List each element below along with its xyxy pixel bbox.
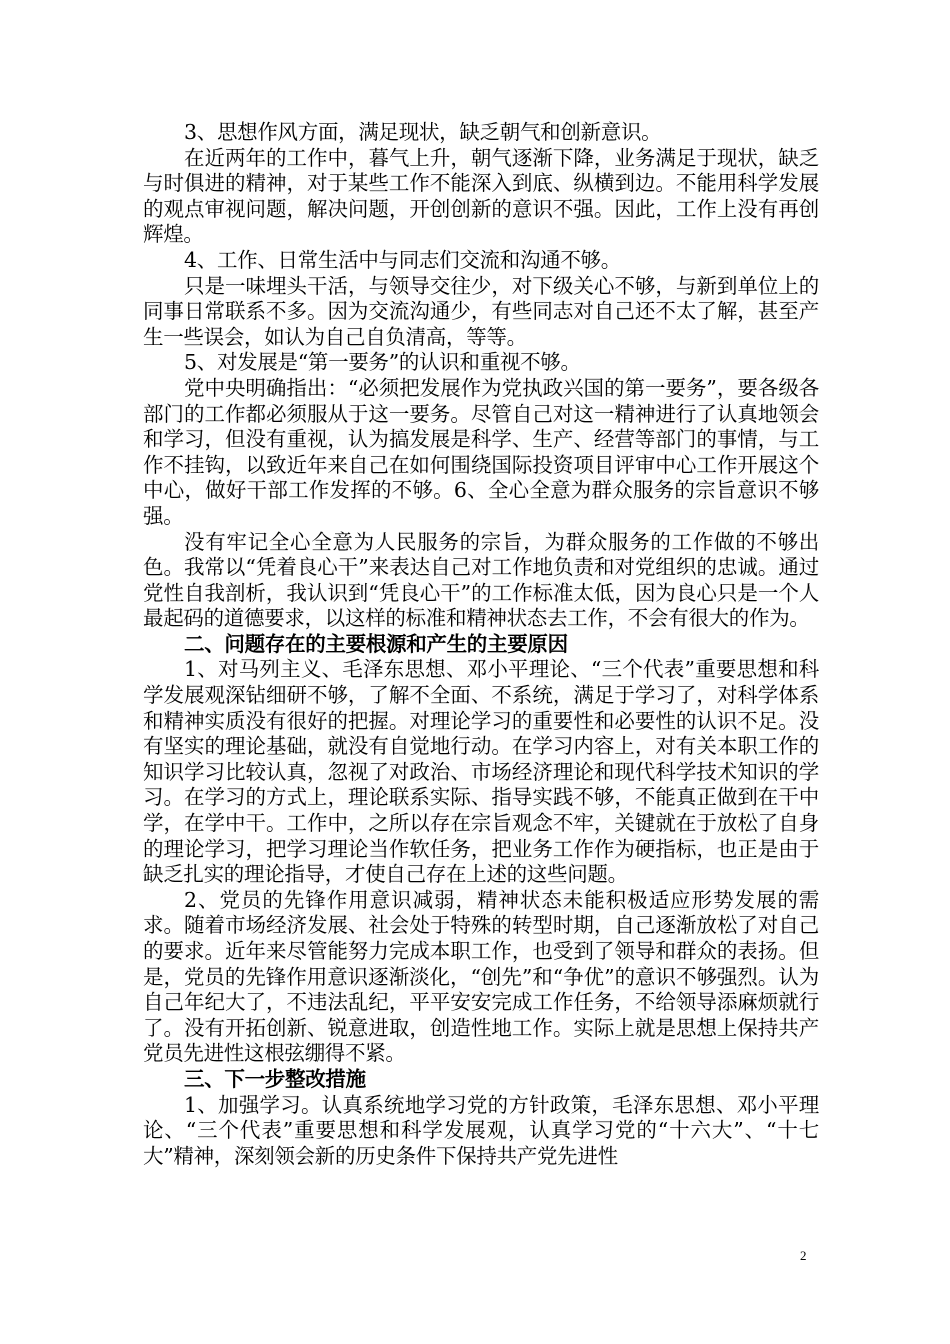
section-heading: 二、问题存在的主要根源和产生的主要原因: [184, 631, 568, 656]
section-heading: 三、下一步整改措施: [184, 1066, 366, 1091]
paragraph: 4、工作、日常生活中与同志们交流和沟通不够。: [184, 247, 621, 272]
paragraph: 只是一味埋头干活，与领导交往少，对下级关心不够，与新到单位上的同事日常联系不多。因为交流沟通少，有些同志对自己还不太了解，甚至产生一些误会，如认为自己自负清高，等等。: [143, 273, 819, 349]
document-body: [143, 120, 819, 1169]
paragraph: 在近两年的工作中，暮气上升，朝气逐渐下降，业务满足于现状，缺乏与时俱进的精神，对于某些工作不能深入到底、纵横到边。不能用科学发展的观点审视问题，解决问题，开创创新的意识不强。因此，工作上没有再创辉煌。: [143, 145, 819, 247]
paragraph: 没有牢记全心全意为人民服务的宗旨，为群众服务的工作做的不够出色。我常以“凭着良心干”来表达自己对工作地负责和对党组织的忠诚。通过党性自我剖析，我认识到“凭良心干”的工作标准太低，因为良心只是一个人最起码的道德要求，以这样的标准和精神状态去工作，不会有很大的作为。: [143, 529, 819, 631]
paragraph: 3、思想作风方面，满足现状，缺乏朝气和创新意识。: [184, 120, 662, 144]
paragraph: 1、加强学习。认真系统地学习党的方针政策，毛泽东思想、邓小平理论、“三个代表”重要思想和科学发展观，认真学习党的“十六大”、“十七大”精神，深刻领会新的历史条件下保持共产党先进性: [143, 1092, 819, 1168]
paragraph: 党中央明确指出：“必须把发展作为党执政兴国的第一要务”，要各级各部门的工作都必须服从于这一要务。尽管自己对这一精神进行了认真地领会和学习，但没有重视，认为搞发展是科学、生产、经营等部门的事情，与工作不挂钩，以致近年来自己在如何围绕国际投资项目评审中心工作开展这个中心，做好干部工作发挥的不够。6、全心全意为群众服务的宗旨意识不够强。: [143, 375, 819, 528]
paragraph: 2、党员的先锋作用意识减弱，精神状态未能积极适应形势发展的需求。随着市场经济发展、社会处于特殊的转型时期，自己逐渐放松了对自己的要求。近年来尽管能努力完成本职工作，也受到了领导和群众的表扬。但是，党员的先锋作用意识逐渐淡化，“创先”和“争优”的意识不够强烈。认为自己年纪大了，不违法乱纪，平平安安完成工作任务，不给领导添麻烦就行了。没有开拓创新、锐意进取，创造性地工作。实际上就是思想上保持共产党员先进性这根弦绷得不紧。: [143, 887, 819, 1066]
paragraph: 5、对发展是“第一要务”的认识和重视不够。: [184, 350, 581, 375]
page-number: 2: [800, 1248, 807, 1263]
paragraph: 1、对马列主义、毛泽东思想、邓小平理论、“三个代表”重要思想和科学发展观深钻细研不够，了解不全面、不系统，满足于学习了，对科学体系和精神实质没有很好的把握。对理论学习的重要性和必要性的认识不足。没有坚实的理论基础，就没有自觉地行动。在学习内容上，对有关本职工作的知识学习比较认真，忽视了对政治、市场经济理论和现代科学技术知识的学习。在学习的方式上，理论联系实际、指导实践不够，不能真正做到在干中学，在学中干。工作中，之所以存在宗旨观念不牢，关键就在于放松了自身的理论学习，把学习理论当作软任务，把业务工作作为硬指标，也正是由于缺乏扎实的理论指导，才使自己存在上述的这些问题。: [143, 657, 819, 887]
